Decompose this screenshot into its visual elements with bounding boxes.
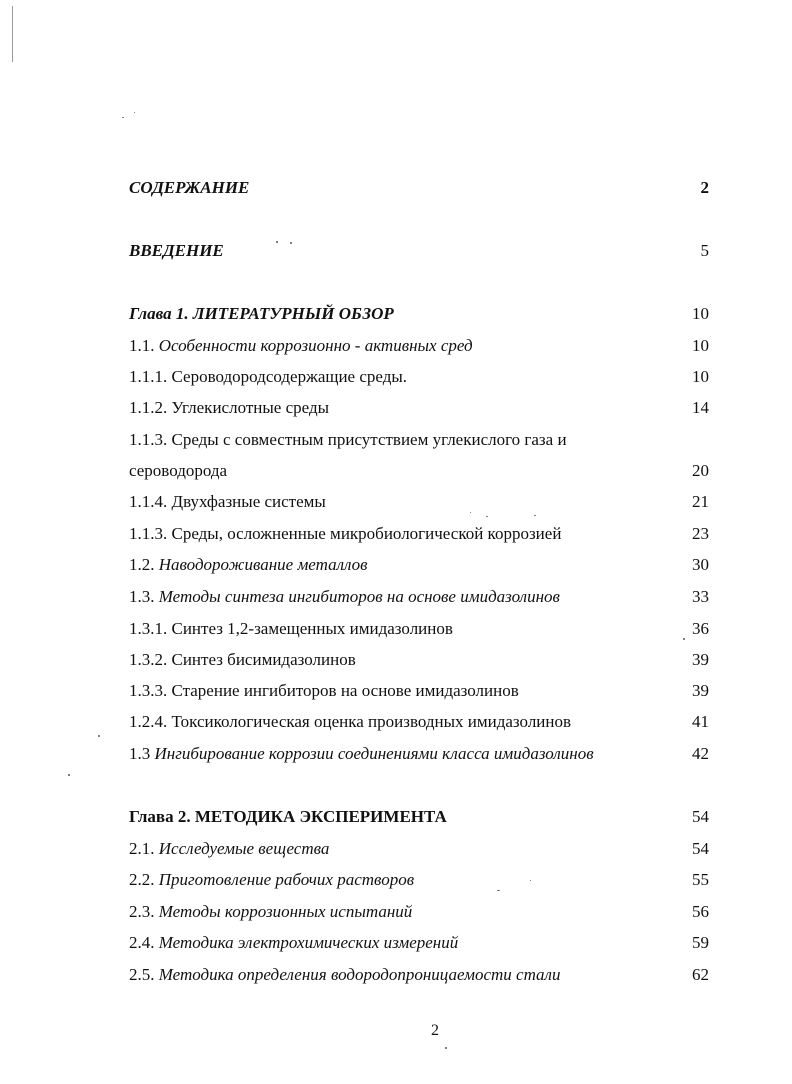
toc-entry-page: 10: [692, 336, 709, 355]
toc-entry-number: 1.1.: [129, 336, 155, 355]
toc-entry[interactable]: [129, 679, 709, 703]
toc-entry-title: Методика электрохимических измерений: [158, 933, 459, 952]
toc-entry[interactable]: [129, 553, 709, 577]
toc-entry-title: 1.3.2. Синтез бисимидазолинов: [129, 650, 356, 669]
toc-entry-page: 56: [692, 902, 709, 921]
scan-speck: [534, 515, 536, 516]
toc-entry[interactable]: [129, 837, 709, 861]
toc-entry-page: 36: [692, 619, 709, 638]
scan-speck: [122, 117, 124, 118]
toc-entry-page: 23: [692, 524, 709, 543]
toc-entry-contents[interactable]: [129, 176, 709, 200]
toc-entry-page: 55: [692, 870, 709, 889]
toc-entry[interactable]: [129, 459, 709, 483]
toc-entry-page: 20: [692, 461, 709, 480]
toc-entry[interactable]: [129, 931, 709, 955]
toc-entry[interactable]: [129, 334, 709, 358]
toc-entry-title: Наводороживание металлов: [158, 555, 368, 574]
toc-entry-title-wrapper: [129, 585, 560, 609]
scan-speck: [290, 242, 292, 244]
toc-entry-title: 1.3.3. Старение ингибиторов на основе имидазолинов: [129, 681, 519, 700]
toc-entry-page: 10: [692, 367, 709, 386]
toc-entry-title: 1.1.4. Двухфазные системы: [129, 492, 326, 511]
scan-speck: [134, 112, 135, 113]
toc-entry-title: 1.1.1. Сероводородсодержащие среды.: [129, 367, 408, 386]
toc-entry-page: 59: [692, 933, 709, 952]
toc-entry-number: 1.3: [129, 744, 151, 763]
toc-entry-title: Исследуемые вещества: [158, 839, 330, 858]
toc-entry[interactable]: [129, 900, 709, 924]
toc-entry-title-wrapper: [129, 742, 594, 766]
toc-entry-title: Глава 1. ЛИТЕРАТУРНЫЙ ОБЗОР: [129, 304, 394, 323]
toc-entry-page: 10: [692, 304, 709, 323]
scan-artifact-line: [12, 6, 13, 62]
toc-entry-page: 2: [700, 178, 709, 197]
toc-entry-title: Особенности коррозионно - активных сред: [158, 336, 473, 355]
toc-entry-page: 5: [700, 241, 709, 260]
toc-entry-number: 2.3.: [129, 902, 155, 921]
toc-entry[interactable]: [129, 365, 709, 389]
toc-entry[interactable]: [129, 648, 709, 672]
toc-entry-title: сероводорода: [129, 461, 228, 480]
toc-entry-title-wrapper: [129, 963, 560, 987]
toc-entry[interactable]: [129, 490, 709, 514]
toc-entry-number: 2.2.: [129, 870, 155, 889]
toc-entry-title: ВВЕДЕНИЕ: [129, 241, 224, 260]
toc-entry-title: Глава 2. МЕТОДИКА ЭКСПЕРИМЕНТА: [129, 807, 447, 826]
toc-entry-title: 1.1.2. Углекислотные среды: [129, 398, 330, 417]
toc-entry-page: 30: [692, 555, 709, 574]
toc-entry-continued[interactable]: [129, 428, 709, 452]
toc-entry-page: 39: [692, 650, 709, 669]
scan-speck: [276, 241, 278, 243]
toc-entry-title: 1.2.4. Токсикологическая оценка производных имидазолинов: [129, 712, 572, 731]
scan-speck: [486, 516, 488, 517]
toc-entry-page: 62: [692, 965, 709, 984]
scan-speck: [530, 880, 531, 881]
toc-entry-page: 54: [692, 839, 709, 858]
toc-entry-title: 1.3.1. Синтез 1,2-замещенных имидазолинов: [129, 619, 453, 638]
scan-speck: [683, 638, 685, 640]
toc-entry[interactable]: [129, 742, 709, 766]
toc-entry-title: Приготовление рабочих растворов: [158, 870, 415, 889]
toc-entry-title-wrapper: [129, 931, 458, 955]
toc-entry-number: 2.1.: [129, 839, 155, 858]
toc-entry-chapter-1[interactable]: [129, 302, 709, 326]
toc-entry-title: СОДЕРЖАНИЕ: [129, 178, 250, 197]
toc-entry-title: Методы коррозионных испытаний: [158, 902, 413, 921]
toc-entry-title: Методика определения водородопроницаемости стали: [158, 965, 561, 984]
toc-entry-title-wrapper: [129, 553, 368, 577]
toc-entry-page: 14: [692, 398, 709, 417]
toc-entry[interactable]: [129, 522, 709, 546]
toc-entry-page: 33: [692, 587, 709, 606]
scan-speck: [98, 735, 100, 737]
toc-entry-title-wrapper: [129, 868, 414, 892]
toc-entry-title: Методы синтеза ингибиторов на основе имидазолинов: [158, 587, 560, 606]
toc-entry-title-wrapper: [129, 837, 329, 861]
toc-entry-page: 54: [692, 807, 709, 826]
scan-speck: [445, 1047, 447, 1049]
toc-entry-number: 1.3.: [129, 587, 155, 606]
toc-entry-introduction[interactable]: [129, 239, 709, 263]
toc-entry-title: 1.1.3. Среды, осложненные микробиологической коррозией: [129, 524, 562, 543]
toc-entry-number: 2.4.: [129, 933, 155, 952]
scan-speck: [68, 774, 70, 776]
toc-entry-number: 2.5.: [129, 965, 155, 984]
toc-entry[interactable]: [129, 710, 709, 734]
toc-entry[interactable]: [129, 963, 709, 987]
toc-entry[interactable]: [129, 396, 709, 420]
toc-entry[interactable]: [129, 617, 709, 641]
toc-entry-chapter-2[interactable]: [129, 805, 709, 829]
toc-entry-number: 1.2.: [129, 555, 155, 574]
toc-entry-page: 21: [692, 492, 709, 511]
scan-speck: [497, 890, 500, 891]
page-number: 2: [431, 1022, 439, 1039]
scan-speck: [470, 512, 471, 513]
toc-entry-title: Ингибирование коррозии соединениями класса имидазолинов: [154, 744, 594, 763]
toc-entry-title: 1.1.3. Среды с совместным присутствием углекислого газа и: [129, 430, 567, 449]
toc-entry[interactable]: [129, 868, 709, 892]
toc-entry-page: 39: [692, 681, 709, 700]
toc-entry-title-wrapper: [129, 900, 412, 924]
toc-entry-page: 42: [692, 744, 709, 763]
toc-entry-title-wrapper: [129, 334, 473, 358]
toc-entry-page: 41: [692, 712, 709, 731]
toc-entry[interactable]: [129, 585, 709, 609]
